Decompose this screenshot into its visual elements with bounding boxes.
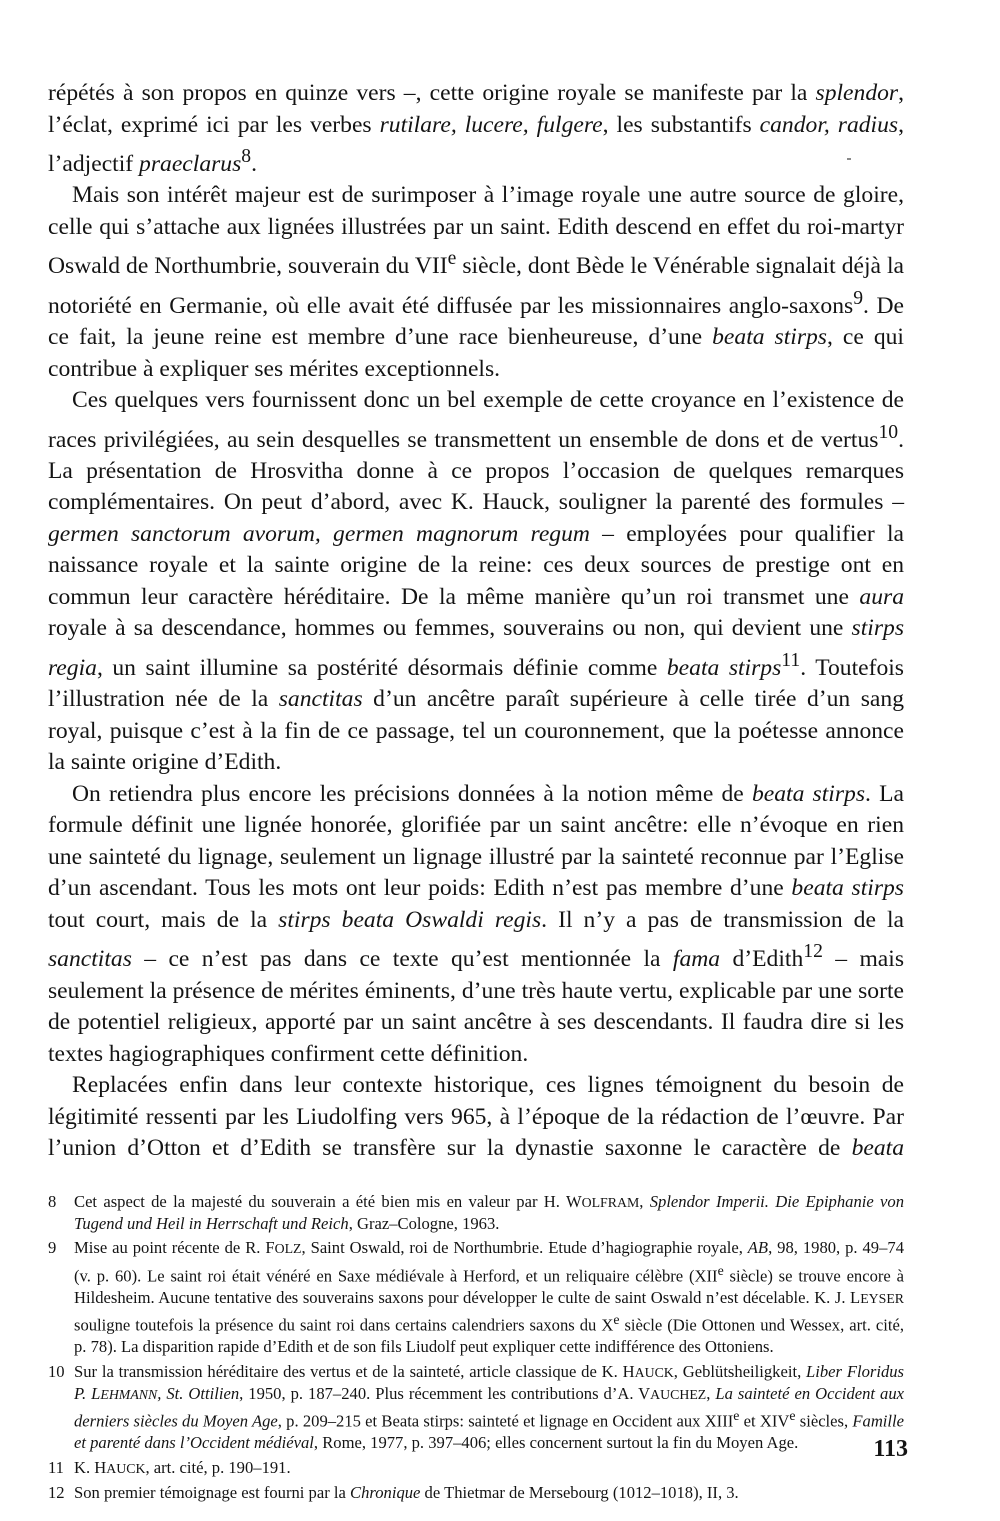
footnote-number: 8 — [48, 1191, 57, 1211]
footnote — [48, 1482, 904, 1503]
page — [48, 78, 904, 1507]
footnote-text: Sur la transmission héréditaire des vertus et de la sainteté, article classique de K. HAUCK, Geblütsheiligkeit, Liber Floridus P. LEHMANN, St. Ottilien, 1950, p. 187–240. Plus récemment les contributions d’A. VAUCHEZ, La sainteté en Occident aux derniers siècles du Moyen Age, p. 209–215 et Beata stirps: sainteté et lignage en Occident aux XIIIe et XIVe siècles, Famille et parenté dans l’Occident médiéval, Rome, 1977, p. 397–406; elles concernent surtout la fin du Moyen Age. — [74, 1361, 905, 1453]
footnote-number: 12 — [48, 1483, 65, 1503]
footnotes — [48, 1191, 904, 1504]
paragraph: Ces quelques vers fournissent donc un bel exemple de cette croyance en l’existence de races privilégiées, au sein desquelles se transmettent un ensemble de dons et de vertus$^{10}$. La présentation de Hrosvitha donne à ce propos l’occasion de quelques remarques complémentaires. On peut d’abord, avec K. Hauck, souligner la parenté des formules – germen sanctorum avorum, germen magnorum regum – employées pour qualifier la naissance royale et la sainte origine de la reine: ces deux sources de prestige ont en commun leur caractère héréditaire. De la même manière qu’un roi transmet une aura royale à sa descendance, hommes ou femmes, souverains ou non, qui devient une stirps regia, un saint illumine sa postérité désormais définie comme beata stirps$^{11}$. Toutefois l’illustration née de la sanctitas d’un ancêtre paraît supérieure à celle tirée d’un sang royal, puisque c’est à la fin de ce passage, tel un couronnement, que la poétesse annonce la sainte origine d’Edith. — [48, 387, 904, 776]
paragraph: Replacées enfin dans leur contexte historique, ces lignes témoignent du besoin de légitimité ressenti par les Liudolfing vers 965, à l’époque de la rédaction de l’œuvre. Par l’union d’Otton et d’Edith se transfère sur la dynastie saxonne le caractère de beata — [48, 1072, 904, 1162]
page-number: 113 — [873, 1436, 908, 1462]
footnote-text: Mise au point récente de R. FOLZ, Saint Oswald, roi de Northumbrie. Etude d’hagiographie royale, AB, 98, 1980, p. 49–74 (v. p. 60). Le saint roi était vénéré en Saxe médiévale à Herford, et un reliquaire célèbre (XIIe siècle) se trouve encore à Hildesheim. Aucune tentative des souverains saxons pour développer le culte de saint Oswald n’est décelable. K. J. LEYSER souligne toutefois la présence du saint roi dans certains calendriers saxons du Xe siècle (Die Ottonen und Wessex, art. cité, p. 78). La disparition rapide d’Edith et de son fils Liudolf peut expliquer cette indifférence des Ottoniens. — [74, 1238, 904, 1357]
footnote — [48, 1237, 904, 1357]
paragraph: On retiendra plus encore les précisions données à la notion même de beata stirps. La formule définit une lignée honorée, glorifiée par un saint ancêtre: elle n’évoque en rien une sainteté du lignage, seulement un lignage illustré par la sainteté reconnue par l’Eglise d’un ascendant. Tous les mots ont leur poids: Edith n’est pas membre d’une beata stirps tout court, mais de la stirps beata Oswaldi regis. Il n’y a pas de transmission de la sanctitas – ce n’est pas dans ce texte qu’est mentionnée la fama d’Edith$^{12}$ – mais seulement la présence de mérites éminents, d’une très haute vertu, explicable par une sorte de potentiel religieux, apporté par un saint ancêtre à ses descendants. Il faudra dire si les textes hagiographiques confirment cette définition. — [48, 780, 905, 1067]
footnote-text: K. HAUCK, art. cité, p. 190–191. — [74, 1457, 291, 1477]
footnote — [48, 1361, 904, 1454]
scan-speck — [847, 158, 851, 160]
footnote-number: 11 — [48, 1457, 64, 1477]
paragraph: Mais son intérêt majeur est de surimposer à l’image royale une autre source de gloire, celle qui s’attache aux lignées illustrées par un saint. Edith descend en effet du roi-martyr Oswald de Northumbrie, souverain du VIIe siècle, dont Bède le Vénérable signalait déjà la notoriété en Germanie, où elle avait été diffusée par les missionnaires anglo-saxons$^9$. De ce fait, la jeune reine est membre d’une race bienheureuse, d’une beata stirps, ce qui contribue à expliquer ses mérites exceptionnels. — [48, 182, 905, 382]
footnote — [48, 1191, 904, 1235]
footnote-text: Son premier témoignage est fourni par la Chronique de Thietmar de Mersebourg (1012–1018), II, 3. — [74, 1483, 739, 1503]
paragraph: répétés à son propos en quinze vers –, cette origine royale se manifeste par la splendor, l’éclat, exprimé ici par les verbes rutilare, lucere, fulgere, les substantifs candor, radius, l’adjectif praeclarus$^8$. — [48, 80, 904, 177]
footnote — [48, 1457, 904, 1479]
footnote-number: 10 — [48, 1361, 65, 1381]
body-text — [48, 78, 904, 1165]
footnote-text: Cet aspect de la majesté du souverain a été bien mis en valeur par H. WOLFRAM, Splendor Imperii. Die Epiphanie von Tugend und Heil in Herrschaft und Reich, Graz–Cologne, 1963. — [74, 1191, 904, 1234]
footnote-number: 9 — [48, 1238, 57, 1258]
